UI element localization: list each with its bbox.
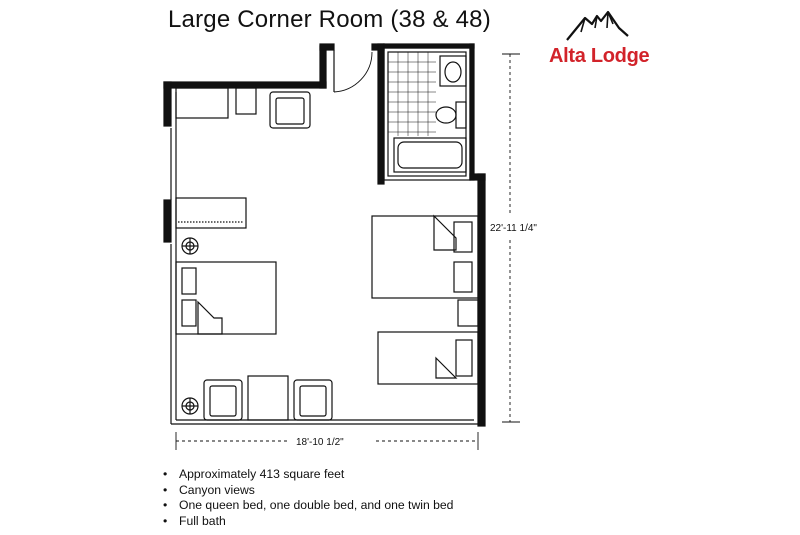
lamp-upper bbox=[182, 238, 198, 254]
brand-name: Alta Lodge bbox=[549, 45, 650, 67]
entry-door bbox=[334, 50, 372, 92]
list-item: • Full bath bbox=[163, 514, 453, 530]
bathroom bbox=[384, 48, 470, 180]
page-title: Large Corner Room (38 & 48) bbox=[168, 6, 491, 33]
twin-bed bbox=[378, 332, 478, 384]
dresser bbox=[176, 198, 246, 228]
top-furniture bbox=[176, 88, 310, 128]
queen-bed bbox=[176, 262, 276, 334]
height-dimension-line bbox=[502, 54, 520, 422]
width-dimension: 18'-10 1/2" bbox=[296, 437, 344, 448]
list-item: • Canyon views bbox=[163, 483, 453, 499]
nightstand bbox=[458, 300, 478, 326]
height-dimension: 22'-11 1/4" bbox=[490, 223, 537, 234]
list-item: • One queen bed, one double bed, and one twin bed bbox=[163, 498, 453, 514]
outer-walls bbox=[164, 44, 485, 426]
seating bbox=[204, 376, 332, 420]
list-item: • Approximately 413 square feet bbox=[163, 467, 453, 483]
lamp-lower bbox=[182, 398, 198, 414]
features-list bbox=[163, 467, 453, 529]
double-bed bbox=[372, 216, 478, 298]
